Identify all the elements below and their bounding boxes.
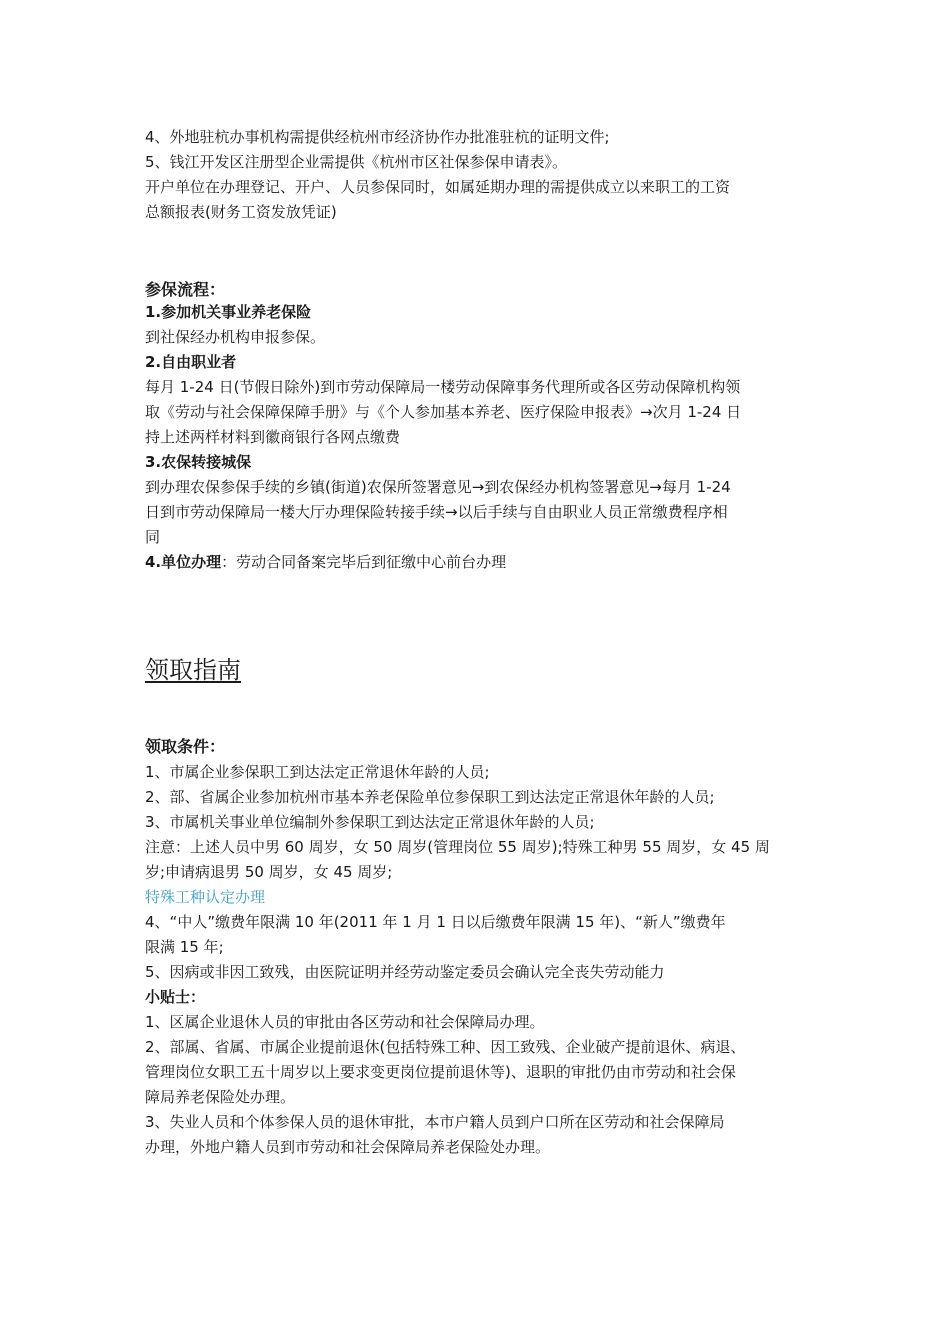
tip-2-line-1: 2、部属、省属、市属企业提前退休(包括特殊工种、因工致残、企业破产提前退休、病退、 [145,1038,746,1056]
step-2-text-line-1: 每月 1-24 日(节假日除外)到市劳动保障局一楼劳动保障事务代理所或各区劳动保障机构领 [145,378,741,396]
condition-1: 1、市属企业参保职工到达法定正常退休年龄的人员; [145,763,490,781]
condition-5: 5、因病或非因工致残，由医院证明并经劳动鉴定委员会确认完全丧失劳动能力 [145,963,665,981]
tip-2-line-2: 管理岗位女职工五十周岁以上要求变更岗位提前退休等)、退职的审批仍由市劳动和社会保 [145,1063,736,1081]
notice-line-1: 注意：上述人员中男 60 周岁，女 50 周岁(管理岗位 55 周岁);特殊工种男 55 周岁，女 45 周 [145,838,770,856]
condition-2: 2、部、省属企业参加杭州市基本养老保险单位参保职工到达法定正常退休年龄的人员; [145,788,715,806]
step-1-text: 到社保经办机构申报参保。 [145,328,326,346]
step-3-text-line-2: 日到市劳动保障局一楼大厅办理保险转接手续→以后手续与自由职业人员正常缴费程序相 [145,503,728,521]
tip-3-line-2: 办理，外地户籍人员到市劳动和社会保障局养老保险处办理。 [145,1138,551,1156]
step-4-line [145,552,810,572]
registration-note-line-1: 开户单位在办理登记、开户、人员参保同时，如属延期办理的需提供成立以来职工的工资 [145,178,731,196]
step-2-text-line-3: 持上述两样材料到徽商银行各网点缴费 [145,428,401,446]
tips-heading: 小贴士： [145,988,206,1006]
registration-note-line-2: 总额报表(财务工资发放凭证) [145,203,337,221]
step-3-text-line-3: 同 [145,528,161,546]
step-4-title: 4.单位办理 [145,553,222,571]
tip-1: 1、区属企业退休人员的审批由各区劳动和社会保障局办理。 [145,1013,545,1031]
condition-4-line-2: 限满 15 年; [145,938,224,956]
requirement-item-5: 5、钱江开发区注册型企业需提供《杭州市区社保参保申请表》。 [145,153,568,171]
tip-2-line-3: 障局养老保险处办理。 [145,1088,296,1106]
condition-4-line-1: 4、“中人”缴费年限满 10 年(2011 年 1 月 1 日以后缴费年限满 15 年)、“新人”缴费年 [145,913,726,931]
step-1-title: 1.参加机关事业养老保险 [145,303,312,321]
notice-line-2: 岁;申请病退男 50 周岁，女 45 周岁; [145,863,393,881]
step-2-text-line-2: 取《劳动与社会保障保障手册》与《个人参加基本养老、医疗保险申报表》→次月 1-24 日 [145,403,742,421]
special-work-type-link[interactable]: 特殊工种认定办理 [145,888,266,906]
step-3-text-line-1: 到办理农保参保手续的乡镇(街道)农保所签署意见→到农保经办机构签署意见→每月 1-24 [145,478,731,496]
guide-title: 领取指南 [145,656,241,684]
step-3-title: 3.农保转接城保 [145,453,252,471]
step-2-title: 2.自由职业者 [145,353,237,371]
step-4-text: ：劳动合同备案完毕后到征缴中心前台办理 [221,553,507,571]
conditions-heading: 领取条件： [145,737,226,756]
tip-3-line-1: 3、失业人员和个体参保人员的退休审批，本市户籍人员到户口所在区劳动和社会保障局 [145,1113,725,1131]
requirement-item-4: 4、外地驻杭办事机构需提供经杭州市经济协作办批准驻杭的证明文件; [145,128,610,146]
process-heading: 参保流程： [145,280,226,299]
condition-3: 3、市属机关事业单位编制外参保职工到达法定正常退休年龄的人员; [145,813,595,831]
